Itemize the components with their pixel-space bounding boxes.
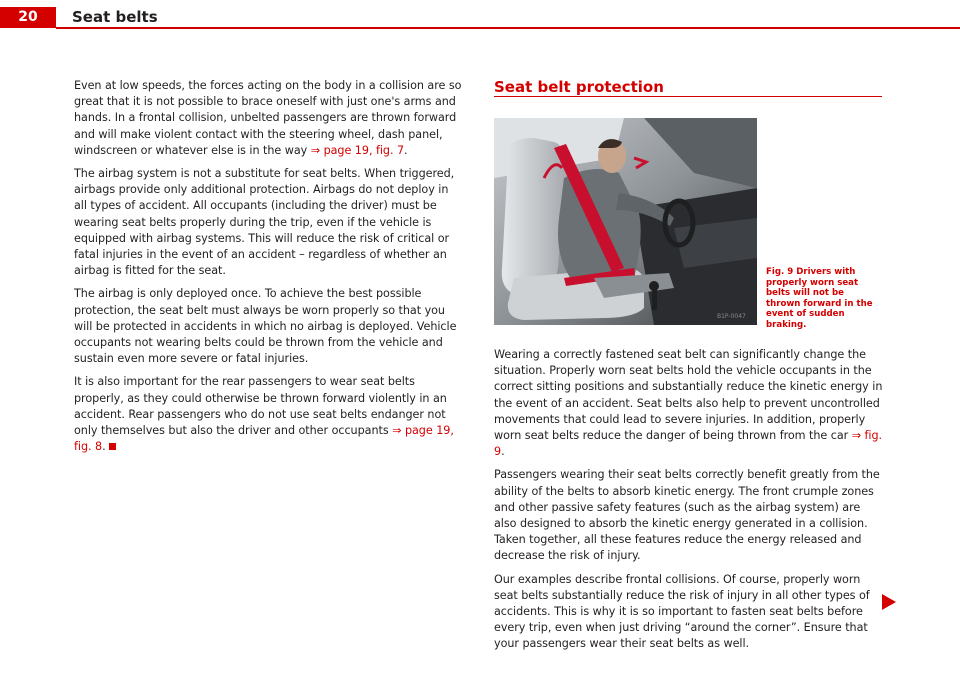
paragraph-end: .	[501, 445, 505, 459]
page-number: 20	[0, 7, 56, 28]
page-reference-link[interactable]: ⇒ page 19, fig. 8	[74, 424, 454, 454]
paragraph: The airbag system is not a substitute for seat belts. When triggered, airbags provide only additional protection. Airbags do not deploy in all types of accident. All occupants (including the driver) must be wearing seat belts properly during the trip, even if the vehicle is equipped with airbag systems. This will reduce the risk of critical or fatal injuries in the event of an accident – regardless of whether an airbag is fitted for the seat.	[74, 167, 455, 278]
header-rule	[56, 27, 960, 29]
paragraph-end: .	[102, 440, 106, 454]
page-reference-link[interactable]: ⇒ page 19, fig. 7	[310, 143, 405, 157]
page-header	[0, 0, 960, 30]
paragraph-text: It is also important for the rear passengers to wear seat belts properly, as they could otherwise be thrown forward violently in an accident. Rear passengers who do not use seat belts endanger not only themselves but also the driver and other occupants	[74, 375, 447, 438]
figure-code: B1P-0047	[717, 313, 746, 320]
section-rule	[494, 96, 882, 97]
section-title: Seat belt protection	[494, 78, 664, 96]
paragraph	[74, 78, 464, 159]
paragraph: Passengers wearing their seat belts correctly benefit greatly from the ability of the belts to absorb kinetic energy. The front crumple zones and other passive safety features (such as the airbag system) are also designed to absorb the kinetic energy generated in a collision. Taken together, all these features reduce the energy released and decrease the risk of injury.	[494, 468, 880, 563]
right-column	[494, 347, 886, 660]
paragraph: Our examples describe frontal collisions. Of course, properly worn seat belts substantially reduce the risk of injury in all other types of accidents. This is why it is so important to fasten seat belts before every trip, even when just driving “around the corner”. Ensure that your passengers wear their seat belts as well.	[494, 572, 870, 651]
paragraph-end: .	[404, 143, 408, 157]
paragraph-text: Wearing a correctly fastened seat belt can significantly change the situation. Properly worn seat belts hold the vehicle occupants in the correct sitting positions and substantially reduce the kinetic energy in the event of an accident. Seat belts also help to prevent uncontrolled movements that could lead to severe injuries. In addition, properly worn seat belts reduce the danger of being thrown from the car	[494, 348, 883, 443]
figure-reference-link[interactable]: ⇒ fig. 9	[494, 429, 883, 459]
paragraph	[494, 347, 886, 460]
left-column	[74, 78, 464, 462]
figure-caption: Fig. 9 Drivers with properly worn seat belts will not be thrown forward in the event of sudden braking.	[766, 267, 873, 330]
continue-arrow-icon[interactable]	[882, 594, 896, 610]
figure-image	[494, 118, 757, 325]
paragraph-text: Even at low speeds, the forces acting on the body in a collision are so great that it is not possible to brace oneself with just one's arms and hands. In a frontal collision, unbelted passengers are thrown forward and will make violent contact with the steering wheel, dash panel, windscreen or whatever else is in the way	[74, 79, 462, 157]
driver-seatbelt-illustration	[494, 118, 757, 325]
end-of-section-icon	[109, 443, 116, 450]
chapter-title: Seat belts	[72, 8, 158, 26]
paragraph: The airbag is only deployed once. To achieve the best possible protection, the seat belt must always be worn properly so that you will be protected in accidents in which no airbag is deployed. Vehicle occupants not wearing belts could be thrown from the vehicle and sustain even more severe or fatal injuries.	[74, 287, 457, 366]
paragraph	[74, 374, 464, 455]
